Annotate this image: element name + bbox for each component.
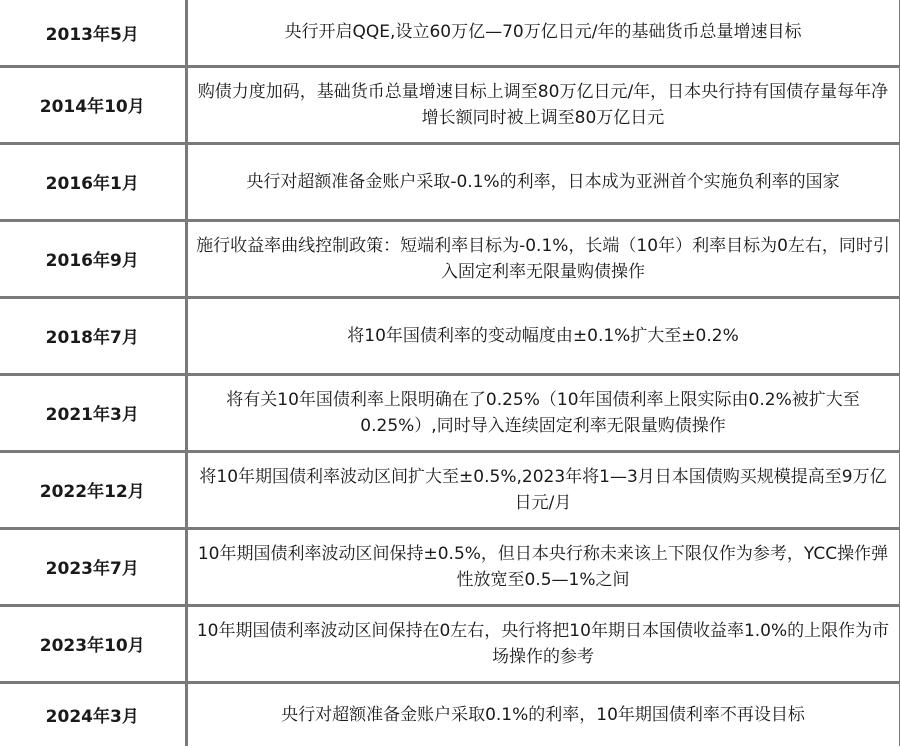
row-description: 10年期国债利率波动区间保持±0.5%，但日本央行称未来该上下限仅作为参考，YCC操作弹性放宽至0.5—1%之间 xyxy=(186,528,900,605)
row-date: 2024年3月 xyxy=(0,682,186,746)
table-row xyxy=(0,374,900,451)
row-description: 将10年国债利率的变动幅度由±0.1%扩大至±0.2% xyxy=(186,297,900,374)
row-date: 2016年1月 xyxy=(0,143,186,220)
table-row xyxy=(0,143,900,220)
table-row xyxy=(0,297,900,374)
row-date: 2023年10月 xyxy=(0,605,186,682)
row-date: 2018年7月 xyxy=(0,297,186,374)
table-row xyxy=(0,0,900,66)
row-description: 将10年期国债利率波动区间扩大至±0.5%,2023年将1—3月日本国债购买规模提高至9万亿日元/月 xyxy=(186,451,900,528)
table-row xyxy=(0,682,900,746)
table-row xyxy=(0,605,900,682)
row-date: 2023年7月 xyxy=(0,528,186,605)
row-description: 将有关10年国债利率上限明确在了0.25%（10年国债利率上限实际由0.2%被扩大至0.25%）,同时导入连续固定利率无限量购债操作 xyxy=(186,374,900,451)
row-description: 央行开启QQE,设立60万亿—70万亿日元/年的基础货币总量增速目标 xyxy=(186,0,900,66)
table-row xyxy=(0,451,900,528)
row-description: 施行收益率曲线控制政策：短端利率目标为-0.1%，长端（10年）利率目标为0左右，同时引入固定利率无限量购债操作 xyxy=(186,220,900,297)
row-date: 2021年3月 xyxy=(0,374,186,451)
row-description: 央行对超额准备金账户采取-0.1%的利率，日本成为亚洲首个实施负利率的国家 xyxy=(186,143,900,220)
table-row xyxy=(0,66,900,143)
row-description: 央行对超额准备金账户采取0.1%的利率，10年期国债利率不再设目标 xyxy=(186,682,900,746)
table-row xyxy=(0,528,900,605)
table-row xyxy=(0,220,900,297)
row-date: 2013年5月 xyxy=(0,0,186,66)
row-description: 购债力度加码，基础货币总量增速目标上调至80万亿日元/年，日本央行持有国债存量每年净增长额同时被上调至80万亿日元 xyxy=(186,66,900,143)
row-date: 2022年12月 xyxy=(0,451,186,528)
row-description: 10年期国债利率波动区间保持在0左右，央行将把10年期日本国债收益率1.0%的上限作为市场操作的参考 xyxy=(186,605,900,682)
row-date: 2016年9月 xyxy=(0,220,186,297)
row-date: 2014年10月 xyxy=(0,66,186,143)
